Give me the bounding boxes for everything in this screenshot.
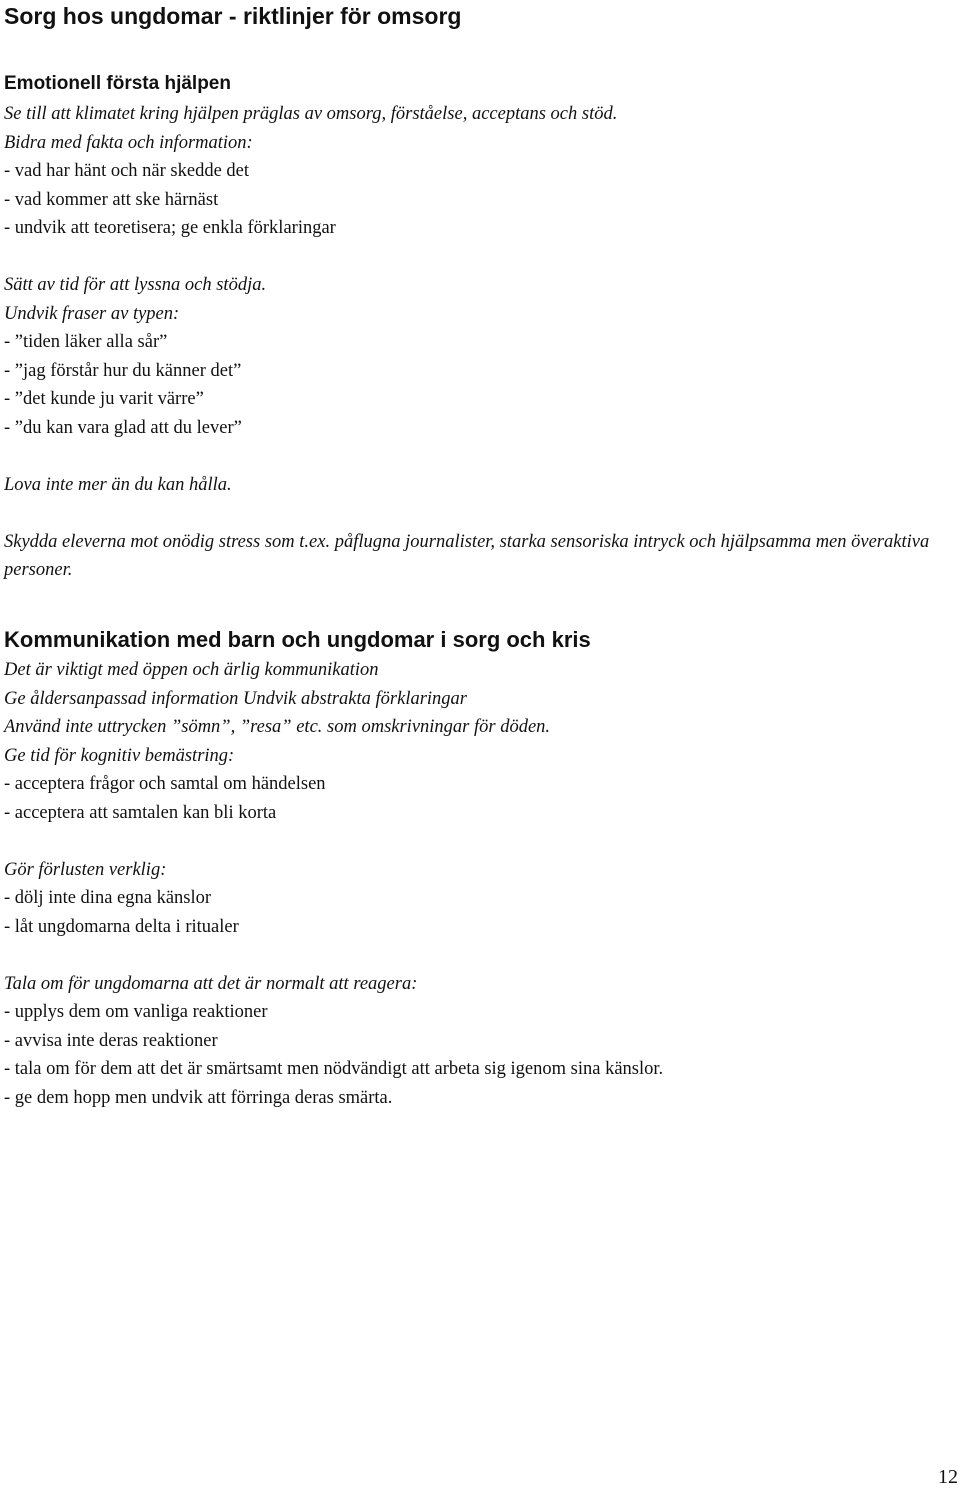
facts-label: Bidra med fakta och information:	[4, 132, 253, 153]
communication-section	[4, 656, 954, 1112]
avoid-label: Undvik fraser av typen:	[4, 303, 180, 324]
list-item: - dölj inte dina egna känslor	[4, 888, 212, 908]
list-item: - ”du kan vara glad att du lever”	[4, 417, 242, 438]
real-label: Gör förlusten verklig:	[4, 859, 167, 880]
page-title: Sorg hos ungdomar - riktlinjer för omsorg	[4, 3, 462, 29]
list-item: - tala om för dem att det är smärtsamt men nödvändigt att arbeta sig igenom sina känslor.	[4, 1059, 664, 1079]
section-heading-communication: Kommunikation med barn och ungdomar i sorg och kris	[4, 627, 591, 652]
list-item: - låt ungdomarna delta i ritualer	[4, 916, 239, 937]
page-number: 12	[938, 1466, 958, 1488]
list-item: - vad har hänt och när skedde det	[4, 161, 250, 181]
list-item: - ”jag förstår hur du känner det”	[4, 360, 242, 381]
list-item: - acceptera frågor och samtal om händelsen	[4, 774, 326, 794]
spacer	[4, 499, 954, 528]
protect-text: Skydda eleverna mot onödig stress som t.ex. påflugna journalister, starka sensoriska intryck och hjälpsamma men överaktiva personer.	[4, 531, 930, 580]
communication-line: Ge åldersanpassad information Undvik abstrakta förklaringar	[4, 688, 468, 709]
promise-text: Lova inte mer än du kan hålla.	[4, 474, 232, 495]
normal-label: Tala om för ungdomarna att det är normalt att reagera:	[4, 973, 418, 994]
spacer	[4, 827, 954, 856]
spacer	[4, 442, 954, 471]
spacer	[4, 243, 954, 272]
coping-label: Ge tid för kognitiv bemästring:	[4, 745, 235, 766]
list-item: - ”tiden läker alla sår”	[4, 332, 168, 352]
communication-line: Det är viktigt med öppen och ärlig kommunikation	[4, 660, 379, 680]
communication-line: Använd inte uttrycken ”sömn”, ”resa” etc. som omskrivningar för döden.	[4, 717, 551, 737]
first-aid-section	[4, 100, 954, 584]
list-item: - vad kommer att ske härnäst	[4, 189, 219, 210]
list-item: - avvisa inte deras reaktioner	[4, 1030, 218, 1051]
list-item: - acceptera att samtalen kan bli korta	[4, 802, 277, 823]
list-item: - upplys dem om vanliga reaktioner	[4, 1002, 268, 1022]
list-item: - ge dem hopp men undvik att förringa deras smärta.	[4, 1087, 393, 1108]
list-item: - undvik att teoretisera; ge enkla förklaringar	[4, 218, 336, 238]
list-item: - ”det kunde ju varit värre”	[4, 389, 204, 409]
intro-text: Se till att klimatet kring hjälpen präglas av omsorg, förståelse, acceptans och stöd.	[4, 104, 618, 124]
spacer	[4, 941, 954, 970]
listen-text: Sätt av tid för att lyssna och stödja.	[4, 275, 267, 295]
section-heading-first-aid: Emotionell första hjälpen	[4, 73, 231, 94]
